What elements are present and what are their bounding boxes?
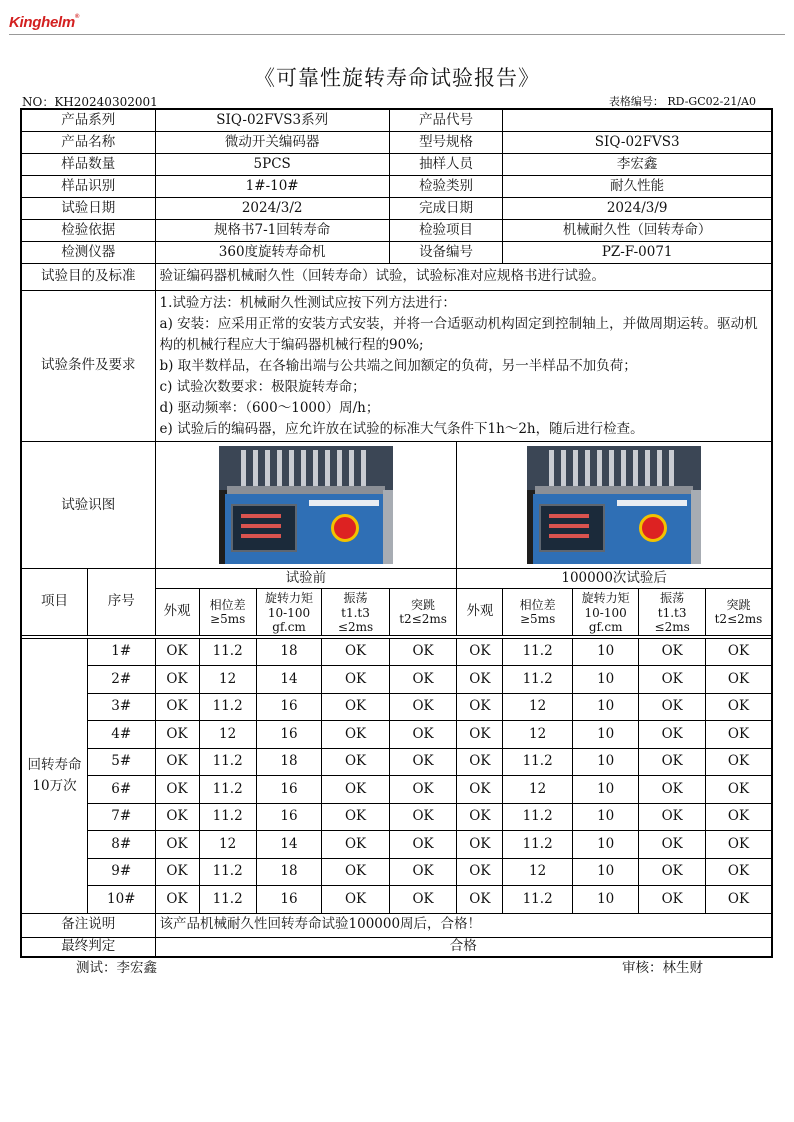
test-machine-photo [219, 446, 393, 564]
field-value [503, 109, 772, 132]
cell-after: OK [705, 858, 772, 886]
cell-after: OK [639, 776, 706, 804]
results-group-label: 回转寿命10万次 [21, 638, 88, 913]
table-row [21, 721, 772, 749]
cell-before: 11.2 [199, 858, 256, 886]
cell-before: OK [155, 858, 199, 886]
cell-before: 11.2 [199, 803, 256, 831]
remark-row [21, 913, 772, 937]
cell-after: 10 [572, 748, 639, 776]
cell-before: OK [322, 666, 390, 694]
cell-before: OK [155, 721, 199, 749]
cell-before: OK [389, 776, 457, 804]
cell-before: 11.2 [199, 638, 256, 666]
cell-after: OK [705, 776, 772, 804]
cell-before: OK [322, 831, 390, 859]
field-value: 规格书7-1回转寿命 [155, 220, 389, 242]
condition-line: d) 驱动频率：（600～1000）周/h； [159, 399, 380, 416]
cell-after: 10 [572, 693, 639, 721]
field-label: 抽样人员 [389, 154, 503, 176]
cell-after: OK [705, 831, 772, 859]
cell-after: 11.2 [503, 638, 573, 666]
cell-after: OK [705, 748, 772, 776]
cell-before: 12 [199, 721, 256, 749]
cell-after: OK [639, 693, 706, 721]
cell-before: 12 [199, 666, 256, 694]
brand-logo: Kinghelm® [9, 14, 80, 31]
header-divider [9, 34, 785, 35]
cell-after: OK [457, 666, 503, 694]
cell-after: OK [457, 748, 503, 776]
cell-after: 10 [572, 666, 639, 694]
cell-after: 10 [572, 886, 639, 914]
purpose-text: 验证编码器机械耐久性（回转寿命）试验，试验标准对应规格书进行试验。 [155, 264, 772, 291]
cell-after: OK [457, 776, 503, 804]
table-row [21, 666, 772, 694]
cell-before: 16 [256, 693, 321, 721]
sample-seq: 1# [88, 638, 156, 666]
cell-before: 16 [256, 803, 321, 831]
table-row [21, 693, 772, 721]
cell-before: OK [155, 803, 199, 831]
cell-before: OK [322, 638, 390, 666]
info-row [21, 198, 772, 220]
field-label: 型号规格 [389, 132, 503, 154]
cell-after: OK [705, 666, 772, 694]
cell-after: 11.2 [503, 831, 573, 859]
cell-after: 11.2 [503, 803, 573, 831]
field-value: 耐久性能 [503, 176, 772, 198]
cell-before: OK [155, 776, 199, 804]
report-title: 《可靠性旋转寿命试验报告》 [254, 66, 540, 90]
cell-before: 18 [256, 748, 321, 776]
cell-after: OK [457, 858, 503, 886]
cell-after: 12 [503, 776, 573, 804]
info-row [21, 154, 772, 176]
report-table [20, 108, 773, 958]
cell-before: 11.2 [199, 748, 256, 776]
cell-before: 11.2 [199, 776, 256, 804]
cell-before: OK [389, 831, 457, 859]
col-phase: 相位差 ≥5ms [199, 589, 256, 635]
condition-line: 1.试验方法：机械耐久性测试应按下列方法进行： [159, 295, 456, 311]
field-label: 完成日期 [389, 198, 503, 220]
cell-after: OK [457, 693, 503, 721]
purpose-label: 试验目的及标准 [21, 264, 155, 291]
field-label: 样品数量 [21, 154, 155, 176]
remark-label: 备注说明 [21, 913, 155, 937]
field-label: 检验项目 [389, 220, 503, 242]
sample-seq: 9# [88, 858, 156, 886]
test-machine-photo [527, 446, 701, 564]
cell-after: OK [457, 721, 503, 749]
cell-before: 14 [256, 666, 321, 694]
cell-after: OK [705, 693, 772, 721]
purpose-row [21, 264, 772, 291]
field-value: 李宏鑫 [503, 154, 772, 176]
cell-before: OK [389, 886, 457, 914]
cell-after: OK [639, 721, 706, 749]
field-label: 产品系列 [21, 109, 155, 132]
cell-after: 10 [572, 858, 639, 886]
figure-label: 试验识图 [21, 442, 155, 569]
table-row [21, 748, 772, 776]
verdict-row [21, 937, 772, 957]
cell-after: OK [639, 831, 706, 859]
cell-before: OK [322, 803, 390, 831]
cell-after: 10 [572, 638, 639, 666]
cell-before: OK [322, 886, 390, 914]
table-row [21, 638, 772, 666]
info-row [21, 220, 772, 242]
cell-before: OK [155, 831, 199, 859]
cell-after: 10 [572, 831, 639, 859]
cell-before: OK [322, 693, 390, 721]
field-value: 微动开关编码器 [155, 132, 389, 154]
cell-before: OK [155, 886, 199, 914]
cell-before: OK [389, 666, 457, 694]
cell-before: 18 [256, 858, 321, 886]
col-torque: 旋转力矩 10-100 gf.cm [256, 589, 321, 635]
sample-seq: 2# [88, 666, 156, 694]
cell-before: OK [322, 748, 390, 776]
field-value: 1#-10# [155, 176, 389, 198]
cell-after: OK [705, 721, 772, 749]
cell-after: 10 [572, 776, 639, 804]
conditions-row [21, 291, 772, 442]
figure-before [155, 442, 457, 569]
sample-seq: 5# [88, 748, 156, 776]
cell-after: OK [639, 638, 706, 666]
field-value: SIQ-02FVS3 [503, 132, 772, 154]
field-label: 试验日期 [21, 198, 155, 220]
remark-text: 该产品机械耐久性回转寿命试验100000周后，合格！ [155, 913, 772, 937]
table-row [21, 803, 772, 831]
doc-number: NO：KH20240302001 [22, 95, 158, 109]
table-row [21, 858, 772, 886]
field-value: PZ-F-0071 [503, 242, 772, 264]
table-row [21, 886, 772, 914]
header-after: 100000次试验后 [457, 569, 772, 589]
col-appearance: 外观 [457, 589, 503, 635]
info-row [21, 242, 772, 264]
cell-before: 16 [256, 776, 321, 804]
cell-before: OK [322, 776, 390, 804]
cell-before: OK [322, 858, 390, 886]
field-value: 2024/3/2 [155, 198, 389, 220]
cell-after: OK [639, 886, 706, 914]
cell-before: OK [155, 693, 199, 721]
reviewer-signature: 审核：林生财 [622, 960, 703, 976]
field-value: 机械耐久性（回转寿命） [503, 220, 772, 242]
cell-after: OK [639, 666, 706, 694]
figure-after [457, 442, 772, 569]
cell-after: 10 [572, 803, 639, 831]
verdict-label: 最终判定 [21, 937, 155, 957]
conditions-text [155, 291, 772, 442]
header-item: 项目 [21, 569, 88, 635]
sample-seq: 6# [88, 776, 156, 804]
field-value: 5PCS [155, 154, 389, 176]
cell-after: OK [457, 803, 503, 831]
cell-after: 10 [572, 721, 639, 749]
cell-before: 11.2 [199, 693, 256, 721]
cell-after: OK [705, 803, 772, 831]
results-header-row [21, 569, 772, 589]
info-row [21, 176, 772, 198]
cell-before: 16 [256, 721, 321, 749]
condition-line: a) 安装：应采用正常的安装方式安装，并将一合适驱动机构固定到控制轴上，并做周期运转。驱动机构的机械行程应大于编码器机械行程的90%; [159, 315, 758, 353]
cell-after: OK [705, 638, 772, 666]
cell-after: 11.2 [503, 748, 573, 776]
col-appearance: 外观 [155, 589, 199, 635]
col-phase: 相位差 ≥5ms [503, 589, 573, 635]
info-row [21, 109, 772, 132]
cell-after: 11.2 [503, 886, 573, 914]
cell-before: OK [155, 638, 199, 666]
cell-after: OK [639, 748, 706, 776]
sample-seq: 10# [88, 886, 156, 914]
condition-line: c) 试验次数要求：极限旋转寿命； [159, 378, 366, 395]
cell-before: OK [389, 693, 457, 721]
cell-before: OK [389, 858, 457, 886]
cell-after: OK [457, 886, 503, 914]
cell-after: 12 [503, 693, 573, 721]
cell-before: 18 [256, 638, 321, 666]
cell-before: OK [155, 666, 199, 694]
cell-before: OK [389, 748, 457, 776]
cell-before: OK [155, 748, 199, 776]
results-body [21, 638, 772, 913]
field-label: 设备编号 [389, 242, 503, 264]
field-value: 2024/3/9 [503, 198, 772, 220]
sample-seq: 3# [88, 693, 156, 721]
cell-before: OK [322, 721, 390, 749]
cell-after: OK [639, 803, 706, 831]
cell-after: 11.2 [503, 666, 573, 694]
field-label: 产品代号 [389, 109, 503, 132]
col-bounce: 突跳 t2≤2ms [705, 589, 772, 635]
field-label: 产品名称 [21, 132, 155, 154]
sample-seq: 7# [88, 803, 156, 831]
col-torque: 旋转力矩 10-100 gf.cm [572, 589, 639, 635]
sample-seq: 8# [88, 831, 156, 859]
col-bounce: 突跳 t2≤2ms [389, 589, 457, 635]
cell-before: OK [389, 638, 457, 666]
field-label: 检验类别 [389, 176, 503, 198]
cell-after: OK [705, 886, 772, 914]
cell-after: OK [639, 858, 706, 886]
cell-after: OK [457, 638, 503, 666]
col-oscillation: 振荡 t1.t3 ≤2ms [322, 589, 390, 635]
cell-before: 12 [199, 831, 256, 859]
field-value: SIQ-02FVS3系列 [155, 109, 389, 132]
condition-line: b) 取半数样品，在各输出端与公共端之间加额定的负荷，另一半样品不加负荷； [159, 357, 637, 374]
conditions-label: 试验条件及要求 [21, 291, 155, 442]
verdict-value: 合格 [155, 937, 772, 957]
cell-before: 16 [256, 886, 321, 914]
info-row [21, 132, 772, 154]
sample-seq: 4# [88, 721, 156, 749]
cell-before: 11.2 [199, 886, 256, 914]
table-row [21, 831, 772, 859]
tester-signature: 测试：李宏鑫 [76, 960, 157, 976]
cell-before: OK [389, 803, 457, 831]
field-label: 检测仪器 [21, 242, 155, 264]
header-before: 试验前 [155, 569, 457, 589]
field-label: 样品识别 [21, 176, 155, 198]
table-row [21, 776, 772, 804]
field-label: 检验依据 [21, 220, 155, 242]
header-seq: 序号 [88, 569, 156, 635]
figure-row [21, 442, 772, 569]
cell-before: OK [389, 721, 457, 749]
form-number: 表格编号： RD-GC02-21/A0 [608, 95, 756, 108]
condition-line: e) 试验后的编码器，应允许放在试验的标准大气条件下1h～2h，随后进行检查。 [159, 420, 644, 437]
cell-after: 12 [503, 858, 573, 886]
cell-after: OK [457, 831, 503, 859]
col-oscillation: 振荡 t1.t3 ≤2ms [639, 589, 706, 635]
cell-before: 14 [256, 831, 321, 859]
cell-after: 12 [503, 721, 573, 749]
field-value: 360度旋转寿命机 [155, 242, 389, 264]
